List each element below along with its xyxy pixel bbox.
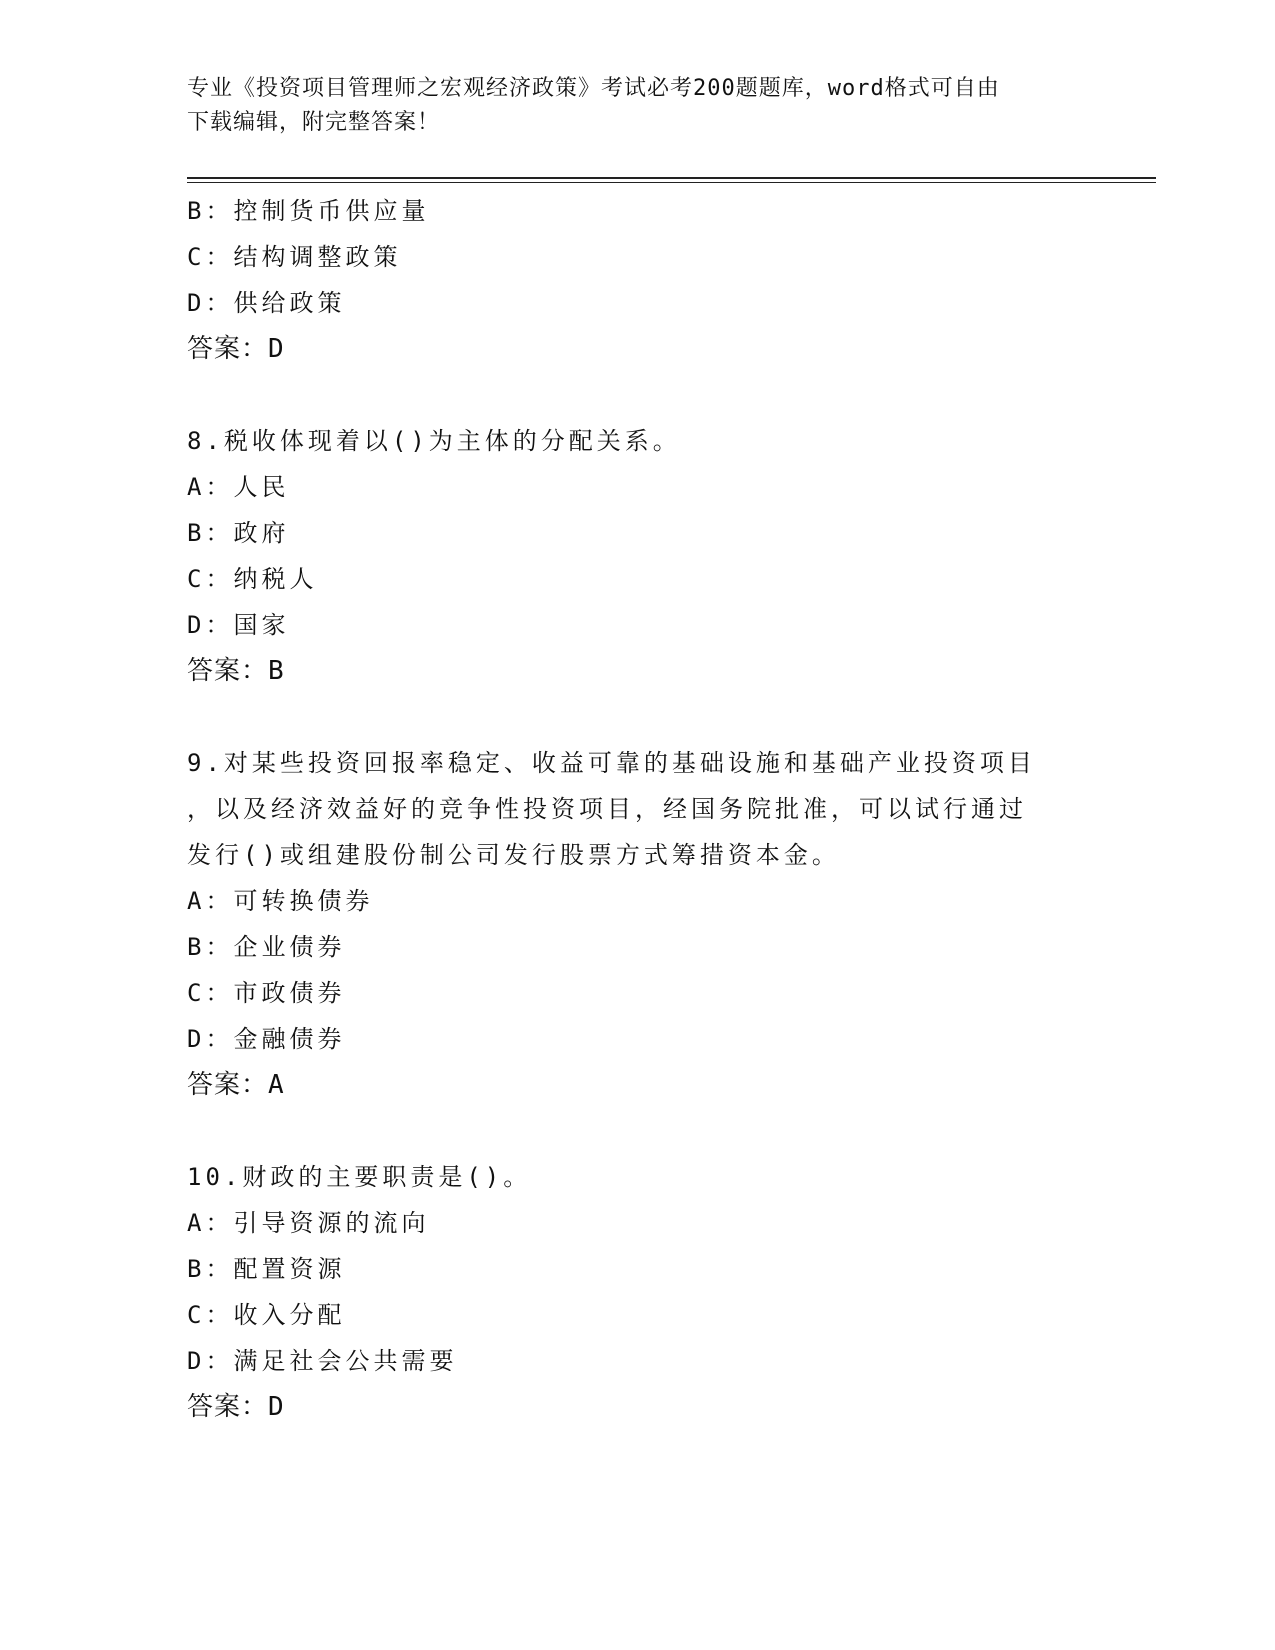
question-block-9 [187, 740, 1067, 1108]
question-text-line-3: 发行()或组建股份制公司发行股票方式筹措资本金。 [187, 841, 840, 869]
spacer [187, 1108, 1067, 1154]
answer-line: 答案：D [187, 1392, 285, 1422]
option-c: C：纳税人 [187, 565, 318, 593]
header-title-line-2: 下载编辑，附完整答案！ [187, 110, 441, 135]
question-block-10 [187, 1154, 1067, 1430]
question-list [187, 188, 1067, 1430]
header-title-line-1: 专业《投资项目管理师之宏观经济政策》考试必考200题题库，word格式可自由 [187, 76, 1000, 101]
answer-line: 答案：D [187, 334, 285, 364]
document-header [187, 72, 1067, 140]
question-block-8 [187, 418, 1067, 694]
option-d: D：国家 [187, 611, 290, 639]
option-d: D：供给政策 [187, 289, 346, 317]
option-b: B：配置资源 [187, 1255, 346, 1283]
answer-line: 答案：A [187, 1070, 285, 1100]
option-a: A：可转换债券 [187, 887, 374, 915]
header-divider-thick [187, 177, 1156, 179]
header-divider-thin [187, 182, 1156, 183]
option-a: A：引导资源的流向 [187, 1209, 430, 1237]
question-text-line-2: ，以及经济效益好的竞争性投资项目，经国务院批准，可以试行通过 [187, 795, 1027, 823]
question-text: 10.财政的主要职责是()。 [187, 1163, 532, 1191]
option-c: C：结构调整政策 [187, 243, 402, 271]
option-c: C：市政债券 [187, 979, 346, 1007]
spacer [187, 694, 1067, 740]
option-b: B：控制货币供应量 [187, 197, 430, 225]
option-d: D：满足社会公共需要 [187, 1347, 458, 1375]
option-b: B：政府 [187, 519, 290, 547]
question-text-line-1: 9.对某些投资回报率稳定、收益可靠的基础设施和基础产业投资项目 [187, 749, 1036, 777]
option-a: A：人民 [187, 473, 290, 501]
option-b: B：企业债券 [187, 933, 346, 961]
question-block-7 [187, 188, 1067, 372]
option-c: C：收入分配 [187, 1301, 346, 1329]
answer-line: 答案：B [187, 656, 285, 686]
question-text: 8.税收体现着以()为主体的分配关系。 [187, 427, 681, 455]
option-d: D：金融债券 [187, 1025, 346, 1053]
spacer [187, 372, 1067, 418]
